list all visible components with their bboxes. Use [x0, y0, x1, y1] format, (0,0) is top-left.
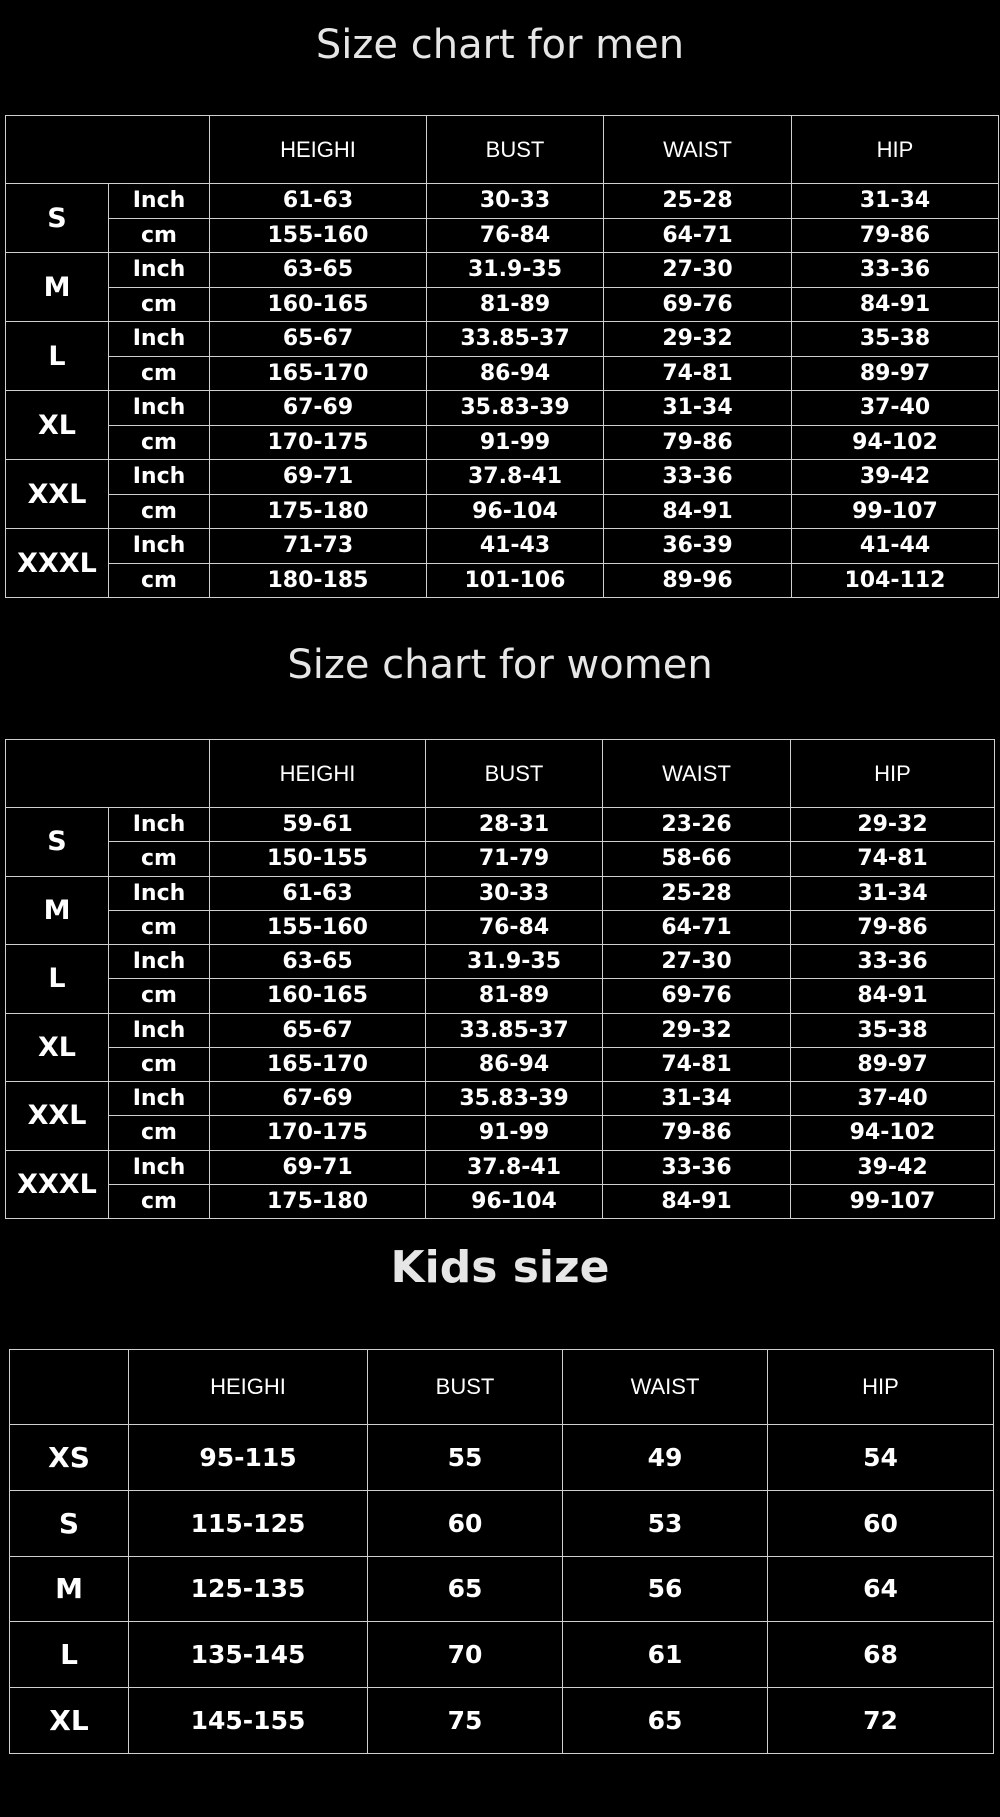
- table-row: [6, 876, 995, 910]
- measurement-cell: 65: [368, 1556, 563, 1622]
- measurement-cell: 101-106: [427, 563, 604, 598]
- unit-label: Inch: [109, 1082, 210, 1116]
- measurement-cell: 91-99: [426, 1116, 603, 1150]
- header-row: [6, 740, 995, 808]
- table-row: [6, 1116, 995, 1150]
- table-row: [6, 184, 999, 219]
- kids-chart-title: Kids size: [390, 1242, 610, 1293]
- measurement-cell: 150-155: [210, 842, 426, 876]
- column-header-heighi: HEIGHI: [210, 116, 427, 184]
- measurement-cell: 61: [563, 1622, 768, 1688]
- measurement-cell: 79-86: [603, 1116, 791, 1150]
- column-header-bust: BUST: [368, 1350, 563, 1425]
- measurement-cell: 86-94: [427, 356, 604, 391]
- column-header-waist: WAIST: [563, 1350, 768, 1425]
- unit-label: Inch: [109, 253, 210, 288]
- unit-label: Inch: [109, 808, 210, 842]
- size-label: XXL: [6, 1082, 109, 1151]
- women-chart-title: Size chart for women: [287, 642, 713, 688]
- table-row: [6, 322, 999, 357]
- men-size-table: [5, 115, 999, 598]
- measurement-cell: 33-36: [604, 460, 792, 495]
- measurement-cell: 33.85-37: [426, 1013, 603, 1047]
- unit-label: Inch: [109, 1150, 210, 1184]
- measurement-cell: 69-71: [210, 460, 427, 495]
- measurement-cell: 61-63: [210, 184, 427, 219]
- size-label: M: [6, 876, 109, 945]
- table-row: [6, 1082, 995, 1116]
- unit-label: cm: [109, 287, 210, 322]
- measurement-cell: 99-107: [791, 1184, 995, 1218]
- unit-label: Inch: [109, 1013, 210, 1047]
- table-row: [6, 1047, 995, 1081]
- measurement-cell: 180-185: [210, 563, 427, 598]
- size-label: S: [6, 808, 109, 877]
- measurement-cell: 89-97: [791, 1047, 995, 1081]
- table-row: [6, 1150, 995, 1184]
- measurement-cell: 94-102: [792, 425, 999, 460]
- table-row: [6, 808, 995, 842]
- measurement-cell: 35.83-39: [426, 1082, 603, 1116]
- column-header-hip: HIP: [792, 116, 999, 184]
- size-label: L: [10, 1622, 129, 1688]
- measurement-cell: 72: [768, 1688, 994, 1754]
- table-row: [6, 287, 999, 322]
- measurement-cell: 55: [368, 1425, 563, 1491]
- measurement-cell: 68: [768, 1622, 994, 1688]
- measurement-cell: 104-112: [792, 563, 999, 598]
- table-row: [10, 1490, 994, 1556]
- measurement-cell: 70: [368, 1622, 563, 1688]
- measurement-cell: 30-33: [427, 184, 604, 219]
- measurement-cell: 35.83-39: [427, 391, 604, 426]
- women-size-table: [5, 739, 995, 1219]
- measurement-cell: 84-91: [604, 494, 792, 529]
- size-label: XL: [6, 391, 109, 460]
- measurement-cell: 33.85-37: [427, 322, 604, 357]
- size-label: XXXL: [6, 529, 109, 598]
- size-label: XXXL: [6, 1150, 109, 1219]
- unit-label: cm: [109, 1184, 210, 1218]
- measurement-cell: 37.8-41: [426, 1150, 603, 1184]
- measurement-cell: 79-86: [792, 218, 999, 253]
- measurement-cell: 84-91: [791, 979, 995, 1013]
- measurement-cell: 59-61: [210, 808, 426, 842]
- size-label: XXL: [6, 460, 109, 529]
- unit-label: cm: [109, 910, 210, 944]
- column-header-waist: WAIST: [604, 116, 792, 184]
- measurement-cell: 84-91: [603, 1184, 791, 1218]
- measurement-cell: 25-28: [604, 184, 792, 219]
- men-chart-title: Size chart for men: [315, 22, 685, 68]
- measurement-cell: 65: [563, 1688, 768, 1754]
- table-row: [6, 910, 995, 944]
- unit-label: Inch: [109, 184, 210, 219]
- column-header-hip: HIP: [791, 740, 995, 808]
- size-label: XL: [10, 1688, 129, 1754]
- header-row: [10, 1350, 994, 1425]
- measurement-cell: 28-31: [426, 808, 603, 842]
- measurement-cell: 95-115: [129, 1425, 368, 1491]
- measurement-cell: 125-135: [129, 1556, 368, 1622]
- unit-label: cm: [109, 425, 210, 460]
- size-label: L: [6, 322, 109, 391]
- size-label: L: [6, 945, 109, 1014]
- measurement-cell: 35-38: [791, 1013, 995, 1047]
- unit-label: cm: [109, 1047, 210, 1081]
- measurement-cell: 64: [768, 1556, 994, 1622]
- size-label: XS: [10, 1425, 129, 1491]
- measurement-cell: 160-165: [210, 287, 427, 322]
- table-row: [10, 1622, 994, 1688]
- measurement-cell: 27-30: [603, 945, 791, 979]
- measurement-cell: 79-86: [791, 910, 995, 944]
- measurement-cell: 76-84: [426, 910, 603, 944]
- unit-label: cm: [109, 1116, 210, 1150]
- measurement-cell: 23-26: [603, 808, 791, 842]
- column-header-heighi: HEIGHI: [210, 740, 426, 808]
- measurement-cell: 33-36: [792, 253, 999, 288]
- table-row: [6, 253, 999, 288]
- measurement-cell: 79-86: [604, 425, 792, 460]
- measurement-cell: 165-170: [210, 1047, 426, 1081]
- measurement-cell: 41-44: [792, 529, 999, 564]
- unit-label: Inch: [109, 945, 210, 979]
- table-row: [6, 563, 999, 598]
- measurement-cell: 41-43: [427, 529, 604, 564]
- measurement-cell: 155-160: [210, 218, 427, 253]
- table-row: [6, 979, 995, 1013]
- measurement-cell: 67-69: [210, 1082, 426, 1116]
- measurement-cell: 65-67: [210, 322, 427, 357]
- size-label: XL: [6, 1013, 109, 1082]
- header-corner-cell: [6, 740, 210, 808]
- measurement-cell: 75: [368, 1688, 563, 1754]
- measurement-cell: 74-81: [791, 842, 995, 876]
- measurement-cell: 37-40: [792, 391, 999, 426]
- measurement-cell: 64-71: [604, 218, 792, 253]
- column-header-bust: BUST: [426, 740, 603, 808]
- measurement-cell: 53: [563, 1490, 768, 1556]
- measurement-cell: 89-97: [792, 356, 999, 391]
- measurement-cell: 31.9-35: [426, 945, 603, 979]
- measurement-cell: 33-36: [791, 945, 995, 979]
- measurement-cell: 60: [768, 1490, 994, 1556]
- measurement-cell: 33-36: [603, 1150, 791, 1184]
- measurement-cell: 170-175: [210, 1116, 426, 1150]
- table-row: [6, 460, 999, 495]
- header-row: [6, 116, 999, 184]
- measurement-cell: 170-175: [210, 425, 427, 460]
- measurement-cell: 58-66: [603, 842, 791, 876]
- header-corner-cell: [10, 1350, 129, 1425]
- measurement-cell: 49: [563, 1425, 768, 1491]
- column-header-bust: BUST: [427, 116, 604, 184]
- measurement-cell: 89-96: [604, 563, 792, 598]
- table-row: [6, 425, 999, 460]
- measurement-cell: 36-39: [604, 529, 792, 564]
- kids-size-table: [9, 1349, 994, 1754]
- header-corner-cell: [6, 116, 210, 184]
- measurement-cell: 74-81: [603, 1047, 791, 1081]
- measurement-cell: 29-32: [791, 808, 995, 842]
- measurement-cell: 115-125: [129, 1490, 368, 1556]
- measurement-cell: 63-65: [210, 253, 427, 288]
- size-label: S: [6, 184, 109, 253]
- measurement-cell: 84-91: [792, 287, 999, 322]
- column-header-heighi: HEIGHI: [129, 1350, 368, 1425]
- measurement-cell: 30-33: [426, 876, 603, 910]
- table-row: [6, 529, 999, 564]
- measurement-cell: 135-145: [129, 1622, 368, 1688]
- measurement-cell: 31-34: [792, 184, 999, 219]
- measurement-cell: 71-73: [210, 529, 427, 564]
- measurement-cell: 31.9-35: [427, 253, 604, 288]
- table-row: [10, 1425, 994, 1491]
- measurement-cell: 31-34: [791, 876, 995, 910]
- size-label: M: [6, 253, 109, 322]
- unit-label: Inch: [109, 391, 210, 426]
- measurement-cell: 39-42: [792, 460, 999, 495]
- measurement-cell: 94-102: [791, 1116, 995, 1150]
- measurement-cell: 69-71: [210, 1150, 426, 1184]
- measurement-cell: 29-32: [604, 322, 792, 357]
- measurement-cell: 71-79: [426, 842, 603, 876]
- measurement-cell: 54: [768, 1425, 994, 1491]
- measurement-cell: 96-104: [427, 494, 604, 529]
- unit-label: cm: [109, 494, 210, 529]
- measurement-cell: 91-99: [427, 425, 604, 460]
- unit-label: cm: [109, 842, 210, 876]
- unit-label: Inch: [109, 529, 210, 564]
- unit-label: Inch: [109, 876, 210, 910]
- table-row: [6, 494, 999, 529]
- measurement-cell: 81-89: [427, 287, 604, 322]
- unit-label: cm: [109, 356, 210, 391]
- measurement-cell: 39-42: [791, 1150, 995, 1184]
- measurement-cell: 29-32: [603, 1013, 791, 1047]
- measurement-cell: 67-69: [210, 391, 427, 426]
- column-header-waist: WAIST: [603, 740, 791, 808]
- measurement-cell: 99-107: [792, 494, 999, 529]
- measurement-cell: 37.8-41: [427, 460, 604, 495]
- measurement-cell: 56: [563, 1556, 768, 1622]
- measurement-cell: 65-67: [210, 1013, 426, 1047]
- measurement-cell: 175-180: [210, 1184, 426, 1218]
- measurement-cell: 35-38: [792, 322, 999, 357]
- measurement-cell: 63-65: [210, 945, 426, 979]
- table-row: [6, 842, 995, 876]
- measurement-cell: 145-155: [129, 1688, 368, 1754]
- measurement-cell: 160-165: [210, 979, 426, 1013]
- measurement-cell: 165-170: [210, 356, 427, 391]
- column-header-hip: HIP: [768, 1350, 994, 1425]
- measurement-cell: 64-71: [603, 910, 791, 944]
- unit-label: cm: [109, 218, 210, 253]
- measurement-cell: 76-84: [427, 218, 604, 253]
- unit-label: Inch: [109, 322, 210, 357]
- measurement-cell: 175-180: [210, 494, 427, 529]
- measurement-cell: 96-104: [426, 1184, 603, 1218]
- measurement-cell: 86-94: [426, 1047, 603, 1081]
- measurement-cell: 69-76: [603, 979, 791, 1013]
- measurement-cell: 69-76: [604, 287, 792, 322]
- table-row: [6, 391, 999, 426]
- table-row: [6, 356, 999, 391]
- table-row: [10, 1556, 994, 1622]
- unit-label: Inch: [109, 460, 210, 495]
- measurement-cell: 27-30: [604, 253, 792, 288]
- measurement-cell: 155-160: [210, 910, 426, 944]
- measurement-cell: 81-89: [426, 979, 603, 1013]
- measurement-cell: 74-81: [604, 356, 792, 391]
- measurement-cell: 60: [368, 1490, 563, 1556]
- table-row: [6, 1013, 995, 1047]
- measurement-cell: 25-28: [603, 876, 791, 910]
- measurement-cell: 31-34: [604, 391, 792, 426]
- table-row: [6, 1184, 995, 1218]
- size-label: S: [10, 1490, 129, 1556]
- table-row: [6, 218, 999, 253]
- measurement-cell: 31-34: [603, 1082, 791, 1116]
- measurement-cell: 37-40: [791, 1082, 995, 1116]
- size-label: M: [10, 1556, 129, 1622]
- unit-label: cm: [109, 979, 210, 1013]
- measurement-cell: 61-63: [210, 876, 426, 910]
- table-row: [10, 1688, 994, 1754]
- table-row: [6, 945, 995, 979]
- unit-label: cm: [109, 563, 210, 598]
